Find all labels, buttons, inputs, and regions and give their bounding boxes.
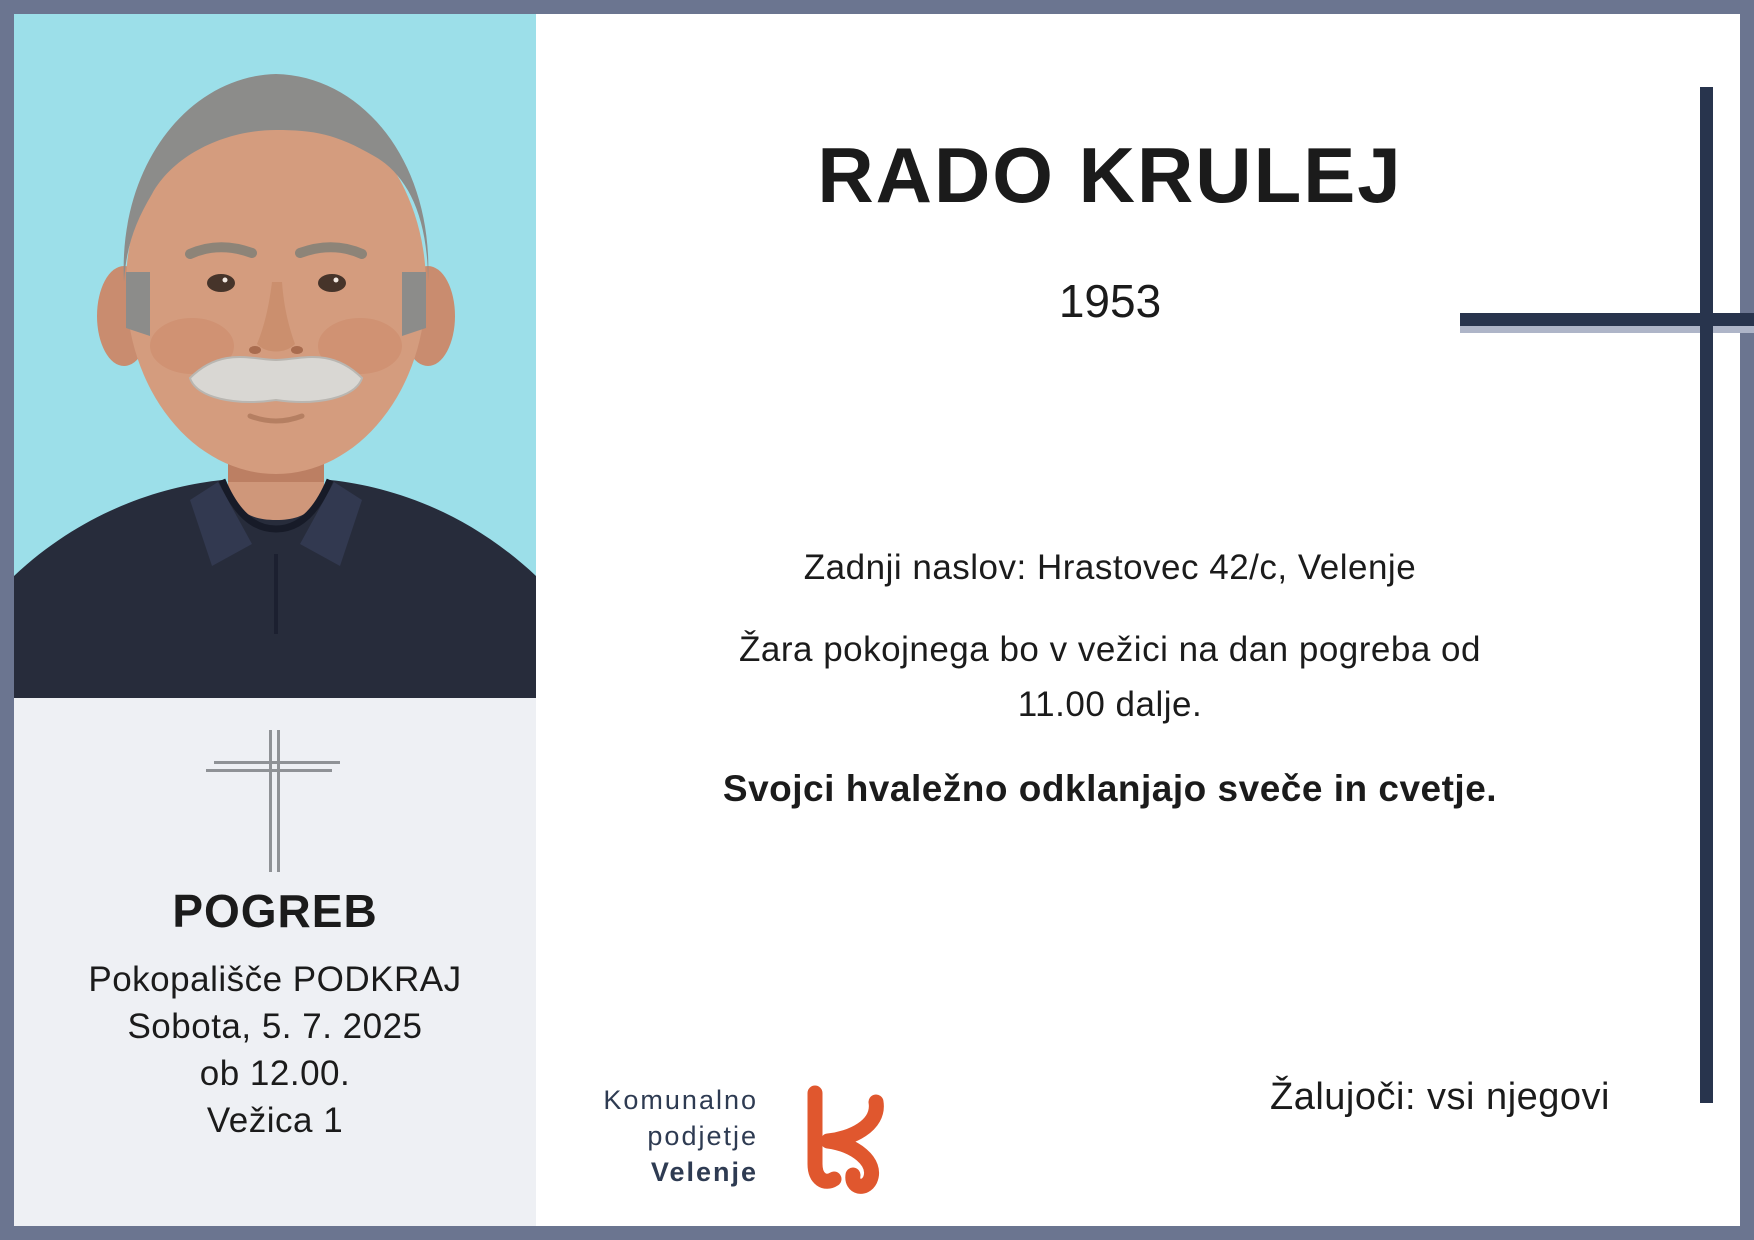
funeral-cemetery: Pokopališče PODKRAJ [88, 960, 462, 999]
memorial-cross-icon [204, 726, 344, 876]
urn-notice [536, 622, 1684, 732]
funeral-heading: POGREB [172, 885, 378, 937]
logo-line-podjetje: podjetje [647, 1121, 758, 1151]
funeral-time: ob 12.00. [199, 1054, 351, 1093]
kpv-k-logo-icon [801, 1084, 893, 1194]
funeral-chapel: Vežica 1 [206, 1101, 344, 1140]
no-flowers-request: Svojci hvaležno odklanjajo sveče in cvetje. [722, 768, 1498, 809]
funeral-date: Sobota, 5. 7. 2025 [127, 1007, 423, 1046]
urn-notice-line-2: 11.00 dalje. [1017, 685, 1203, 724]
logo-line-velenje: Velenje [650, 1157, 758, 1187]
corner-cross-icon [1700, 87, 1713, 1103]
mourners-line: Žalujoči: vsi njegovi [1270, 1076, 1610, 1118]
portrait-photo [14, 14, 536, 698]
deceased-name: RADO KRULEJ [817, 131, 1403, 219]
company-logo-text [536, 1082, 758, 1190]
logo-line-komunalno: Komunalno [603, 1085, 758, 1115]
last-address-line: Zadnji naslov: Hrastovec 42/c, Velenje [803, 548, 1417, 587]
birth-year: 1953 [1058, 275, 1162, 327]
corner-cross-horizontal-bar [1460, 313, 1754, 326]
urn-notice-line-1: Žara pokojnega bo v vežici na dan pogreba od [739, 630, 1481, 669]
funeral-details [14, 956, 536, 1144]
